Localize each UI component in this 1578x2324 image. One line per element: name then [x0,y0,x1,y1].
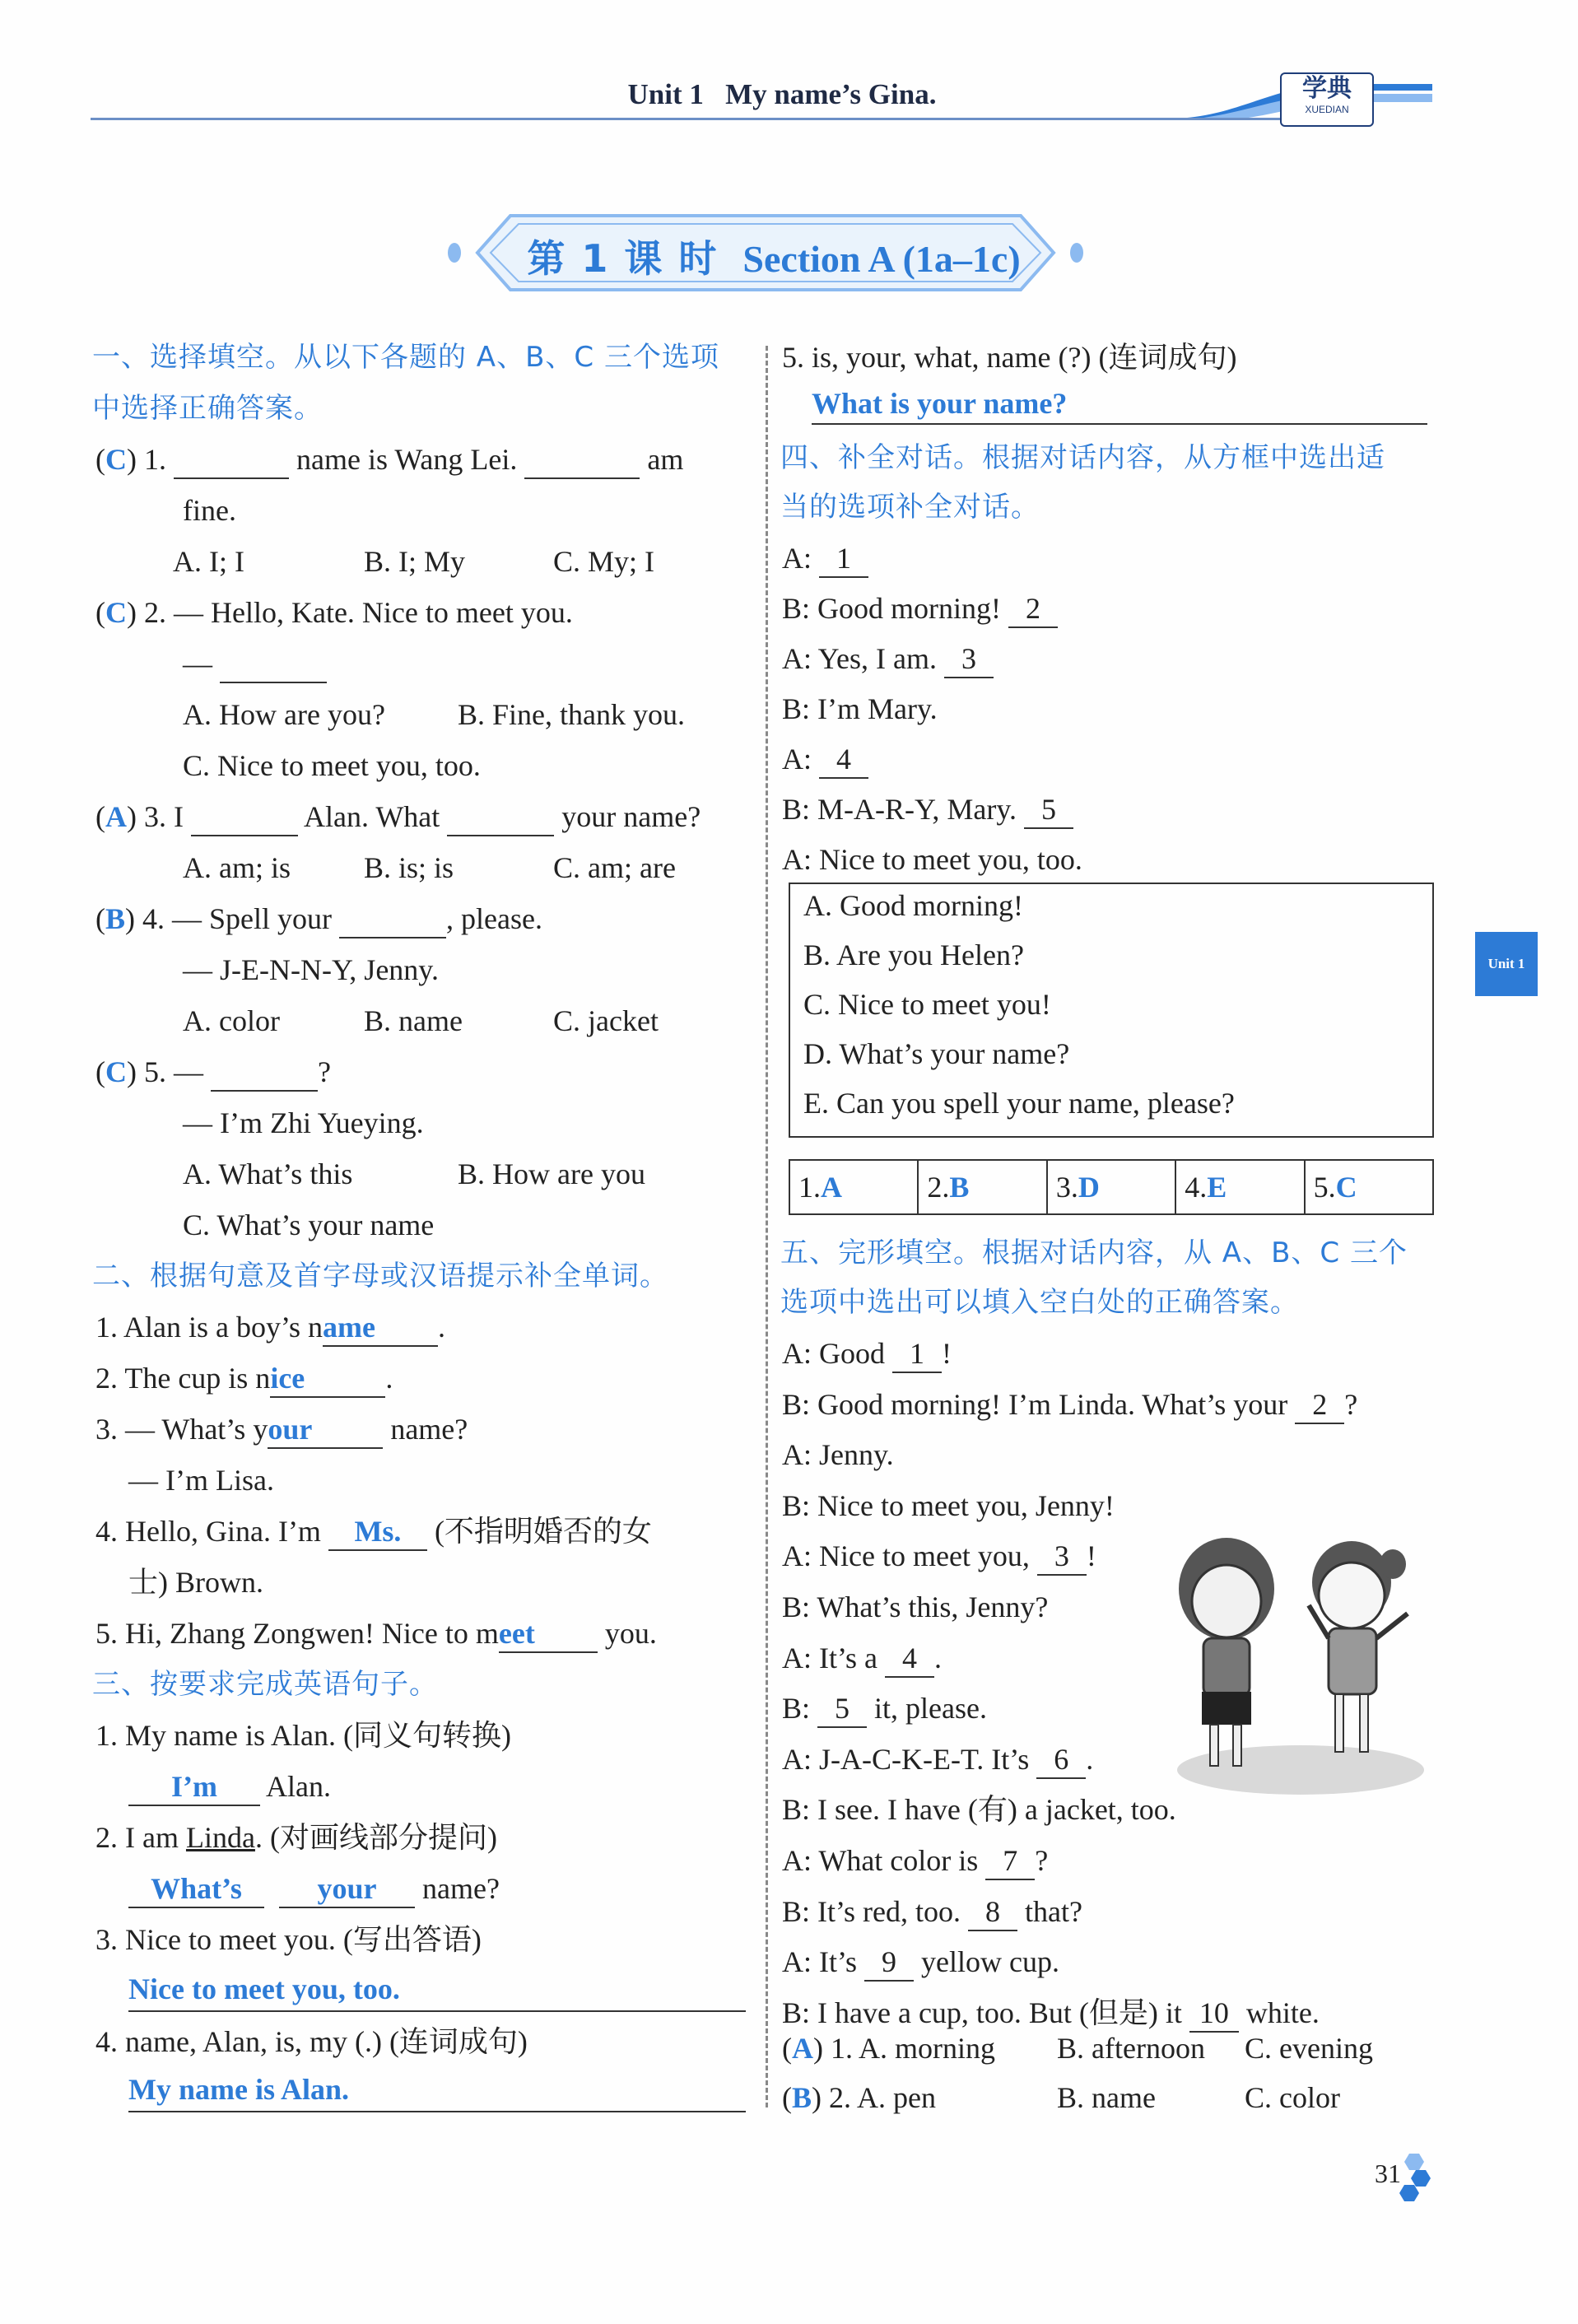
option-box [789,883,1434,1138]
blank-number: 2 [1295,1386,1344,1424]
dialog-line: B: I see. I have (有) a jacket, too. [782,1793,1176,1827]
section-4-heading-cont: 当的选项补全对话。 [780,491,1040,524]
fill-word-5: 5. Hi, Zhang Zongwen! Nice to meet you. [95,1615,657,1653]
sentence-3-answer-line [128,2010,746,2012]
sentence-4-question: 4. name, Alan, is, my (.) (连词成句) [95,2025,528,2058]
dialog-line: B: M-A-R-Y, Mary. 5 [782,791,1073,829]
mc-question-3: (A) 3. I Alan. What your name? [95,799,701,836]
section-1-heading: 一、选择填空。从以下各题的 A、B、C 三个选项 [92,341,719,374]
q1-option-c: C. My; I [553,545,655,578]
fill-word-3: 3. — What’s your name? [95,1411,468,1449]
blank-number: 7 [985,1842,1035,1880]
answer-cell-2: 2.B [919,1161,1047,1213]
sentence-4-answer: My name is Alan. [128,2073,350,2106]
q3-option-a: A. am; is [183,851,291,884]
q4-option-a: A. color [183,1004,280,1037]
dialog-line: A: Jenny. [782,1438,894,1472]
dialog-line: B: Nice to meet you, Jenny! [782,1488,1115,1522]
sentence-5-answer: What is your name? [812,387,1068,420]
dialog-line: B: I’m Mary. [782,692,938,725]
blank-number: 10 [1189,1995,1239,2033]
sentence-3-question: 3. Nice to meet you. (写出答语) [95,1923,482,1956]
blank-number: 3 [1037,1538,1087,1576]
publisher-logo: 学典 XUEDIAN [1280,72,1374,127]
section-5-heading: 五、完形填空。根据对话内容，从 A、B、C 三个 [780,1237,1408,1269]
sentence-5-question: 5. is, your, what, name (?) (连词成句) [782,341,1237,374]
dialog-line: A: What color is 7 ? [782,1842,1048,1880]
q4-option-b: B. name [364,1004,463,1037]
blank-number: 4 [885,1640,934,1678]
dialog-line: A: It’s 9 yellow cup. [782,1944,1059,1982]
sentence-5-answer-line [812,423,1427,425]
blank-number: 4 [819,741,868,779]
box-option-d: D. What’s your name? [803,1037,1070,1070]
fill-word-2: 2. The cup is nice . [95,1360,393,1398]
hexagon-decoration [1399,2152,1432,2205]
dialog-line: B: It’s red, too. 8 that? [782,1893,1082,1931]
blank-number: 6 [1036,1741,1086,1779]
fill-word-4-cont: 士) Brown. [128,1566,263,1599]
page-header-title: Unit 1 My name’s Gina. [627,78,937,110]
dialog-line: A: 1 [782,540,868,578]
answer-cell-5: 5.C [1313,1171,1357,1204]
fill-word-4: 4. Hello, Gina. I’m Ms. (不指明婚否的女 [95,1513,652,1551]
dialog-line: A: 4 [782,741,868,779]
q2-option-b: B. Fine, thank you. [458,698,685,731]
dialog-line: B: I have a cup, too. But (但是) it 10 white. [782,1995,1320,2033]
blank-number: 8 [968,1893,1017,1931]
blank-number: 2 [1008,590,1058,628]
q2-option-c: C. Nice to meet you, too. [183,749,481,782]
q4-option-c: C. jacket [553,1004,659,1037]
sentence-2-question: 2. I am Linda. (对画线部分提问) [95,1821,497,1854]
section-1-heading-cont: 中选择正确答案。 [92,392,323,425]
blank-number: 5 [817,1690,867,1728]
dialog-line: A: Nice to meet you, too. [782,843,1082,876]
section-2-heading: 二、根据句意及首字母或汉语提示补全单词。 [92,1260,668,1292]
box-option-e: E. Can you spell your name, please? [803,1087,1235,1120]
lesson-label: 第 1 课 时 [527,236,719,281]
dialog-line: A: It’s a 4 . [782,1640,942,1678]
cloze-q2-option-b: B. name [1057,2081,1156,2114]
q5-option-a: A. What’s this [183,1157,353,1190]
q3-option-c: C. am; are [553,851,676,884]
mc-question-4: (B) 4. — Spell your , please. [95,901,542,938]
cloze-q1-option-c: C. evening [1245,2032,1373,2065]
answer-cell-4: 4.E [1176,1161,1305,1213]
section-4-heading: 四、补全对话。根据对话内容，从方框中选出适 [780,441,1385,474]
answer-table [789,1159,1434,1215]
q5-option-b: B. How are you [458,1157,645,1190]
cloze-q2-option-c: C. color [1245,2081,1340,2114]
cloze-question-2: (B) 2. A. pen [782,2081,936,2114]
q3-option-b: B. is; is [364,851,454,884]
cloze-question-1: (A) 1. A. morning [782,2032,995,2065]
unit-side-tab: Unit 1 [1475,932,1538,996]
mc-question-1: (C) 1. name is Wang Lei. am [95,441,683,479]
dialog-line: B: What’s this, Jenny? [782,1590,1049,1623]
answer-cell-1: 1.A [790,1161,919,1213]
box-option-b: B. Are you Helen? [803,938,1024,971]
dialog-line: B: 5 it, please. [782,1690,987,1728]
blank-number: 1 [892,1335,942,1373]
box-option-c: C. Nice to meet you! [803,988,1051,1021]
page-number: 31 [1375,2159,1401,2188]
dialog-line: A: Good 1 ! [782,1335,952,1373]
box-option-a: A. Good morning! [803,889,1023,922]
q1-option-a: A. I; I [173,545,244,578]
column-divider [766,346,768,2107]
mc-question-1-cont: fine. [183,494,236,527]
q2-response-line: — [183,645,327,683]
blank-number: 1 [819,540,868,578]
cloze-q1-option-b: B. afternoon [1057,2032,1205,2065]
dialog-line: A: J-A-C-K-E-T. It’s 6 . [782,1741,1093,1779]
q4-line-2: — J-E-N-N-Y, Jenny. [183,953,439,986]
dialog-line: B: Good morning! 2 [782,590,1058,628]
sentence-1-question: 1. My name is Alan. (同义句转换) [95,1719,511,1752]
q2-option-a: A. How are you? [183,698,385,731]
sentence-2-answer: What’s your name? [128,1870,500,1908]
section-label: Section A (1a–1c) [742,238,1021,280]
answer-cell-3: 3.D [1048,1161,1176,1213]
dialog-line: A: Yes, I am. 3 [782,640,994,678]
blank-number: 9 [864,1944,914,1982]
blank-number: 3 [944,640,994,678]
section-3-heading: 三、按要求完成英语句子。 [92,1668,438,1701]
two-girls-illustration [1161,1523,1432,1803]
dialog-line: A: Nice to meet you, 3 ! [782,1538,1096,1576]
fill-word-1: 1. Alan is a boy’s name . [95,1309,445,1347]
sentence-1-answer: I’m Alan. [128,1768,331,1806]
q1-option-b: B. I; My [364,545,466,578]
fill-word-3-reply: — I’m Lisa. [128,1464,274,1497]
sentence-3-answer: Nice to meet you, too. [128,1972,400,2005]
dialog-line: B: Good morning! I’m Linda. What’s your 2 ? [782,1386,1357,1424]
mc-question-5: (C) 5. — ? [95,1054,331,1092]
q5-line-2: — I’m Zhi Yueying. [183,1106,424,1139]
blank-number: 5 [1024,791,1073,829]
mc-question-2: (C) 2. — Hello, Kate. Nice to meet you. [95,596,573,629]
section-title [486,229,1062,283]
sentence-4-answer-line [128,2111,746,2112]
q5-option-c: C. What’s your name [183,1209,435,1241]
section-5-heading-cont: 选项中选出可以填入空白处的正确答案。 [780,1286,1299,1319]
header-rule [91,118,1284,120]
